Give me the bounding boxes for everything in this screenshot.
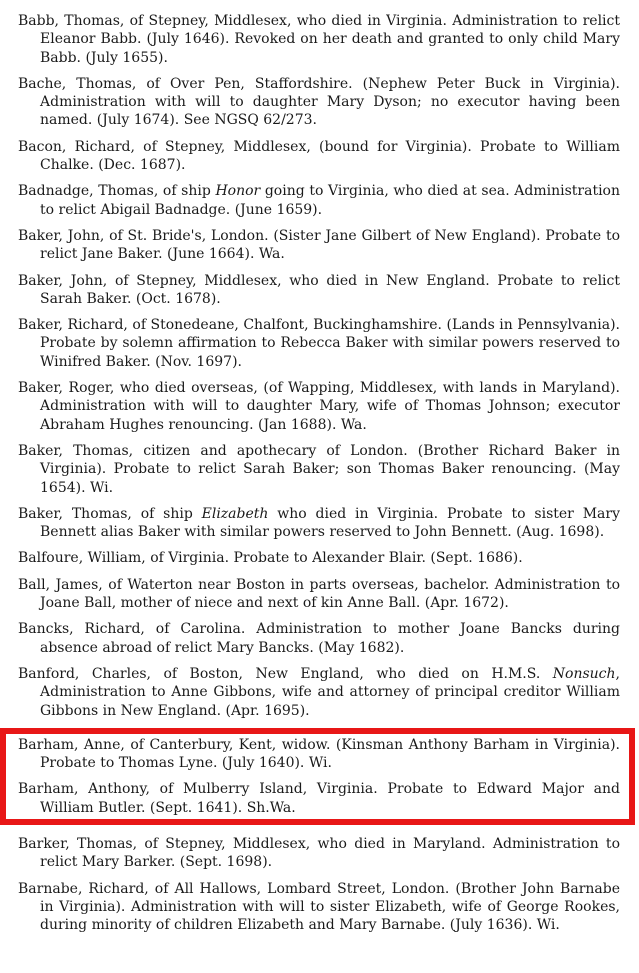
entry-barham-anne — [18, 736, 620, 773]
entry-barker-thomas — [18, 835, 620, 872]
entry-babb-thomas — [18, 12, 620, 67]
entry-baker-john-stepney — [18, 272, 620, 309]
entry-text: Ball, James, of Waterton near Boston in parts overseas, bachelor. Administration to Joane Ball, mother of niece and next of kin Anne Ball. (Apr. 1672). — [18, 576, 620, 612]
entry-baker-john-st-brides — [18, 227, 620, 264]
entry-text: Badnadge, Thomas, of ship — [18, 183, 216, 200]
entry-barnabe-richard — [18, 880, 620, 935]
ship-name-italic: Elizabeth — [201, 505, 269, 522]
entry-balfoure-william — [18, 549, 620, 567]
entry-bache-thomas — [18, 75, 620, 130]
entry-text: Baker, John, of St. Bride's, London. (Sister Jane Gilbert of New England). Probate to relict Jane Baker. (June 1664). Wa. — [18, 227, 620, 263]
entry-ball-james — [18, 576, 620, 613]
entry-text: Baker, Roger, who died overseas, (of Wapping, Middlesex, with lands in Maryland). Administration with will to daughter Mary, wife of Thomas Johnson; executor Abraham Hughes renouncing. (Jan 1688). Wa. — [18, 380, 620, 433]
entry-text: Barham, Anthony, of Mulberry Island, Virginia. Probate to Edward Major and William Butler. (Sept. 1641). Sh.Wa. — [18, 781, 620, 816]
entry-baker-thomas-apothecary — [18, 442, 620, 497]
entry-bancks-richard — [18, 620, 620, 657]
entry-text: Banford, Charles, of Boston, New England, who died on H.M.S. — [18, 665, 553, 682]
entry-baker-richard — [18, 316, 620, 371]
entry-text: , Administration to Anne Gibbons, wife and attorney of principal creditor William Gibbons in New England. (Apr. 1695). — [40, 665, 620, 719]
entry-bacon-richard — [18, 138, 620, 175]
entry-text: who died in Virginia. Probate to sister Mary Bennett alias Baker with similar powers reserved to John Bennett. (Aug. 1698). — [40, 505, 620, 541]
ship-name-italic: Honor — [215, 183, 261, 200]
entry-badnadge-thomas — [18, 182, 620, 219]
entry-text: Baker, Thomas, citizen and apothecary of London. (Brother Richard Baker in Virginia). Probate to relict Sarah Baker; son Thomas Baker renouncing. (May 1654). Wi. — [18, 442, 620, 496]
entry-text: Barker, Thomas, of Stepney, Middlesex, who died in Maryland. Administration to relict Mary Barker. (Sept. 1698). — [18, 835, 620, 871]
entry-baker-roger — [18, 379, 620, 434]
entry-banford-charles — [18, 665, 620, 720]
entry-text: going to Virginia, who died at sea. Administration to relict Abigail Badnadge. (June 1659). — [40, 183, 620, 218]
entry-text: Bancks, Richard, of Carolina. Administration to mother Joane Bancks during absence abroad of relict Mary Bancks. (May 1682). — [18, 621, 620, 656]
entry-text: Baker, Thomas, of ship — [18, 505, 202, 522]
entry-baker-thomas-ship — [18, 505, 620, 542]
entry-text: Barham, Anne, of Canterbury, Kent, widow. (Kinsman Anthony Barham in Virginia). Probate to Thomas Lyne. (July 1640). Wi. — [18, 736, 620, 772]
entry-text: Babb, Thomas, of Stepney, Middlesex, who died in Virginia. Administration to relict Eleanor Babb. (July 1646). Revoked on her death and granted to only child Mary Babb. (July 1655). — [18, 13, 620, 66]
entry-text: Baker, John, of Stepney, Middlesex, who died in New England. Probate to relict Sarah Baker. (Oct. 1678). — [18, 272, 620, 307]
entry-text: Baker, Richard, of Stonedeane, Chalfont, Buckinghamshire. (Lands in Pennsylvania). Probate by solemn affirmation to Rebecca Baker with similar powers reserved to Winifred Baker. (Nov. 1697). — [18, 317, 620, 370]
red-highlight-box — [0, 728, 635, 825]
ship-name-italic: Nonsuch — [552, 665, 616, 682]
entry-barham-anthony — [18, 780, 620, 817]
entry-text: Bacon, Richard, of Stepney, Middlesex, (bound for Virginia). Probate to William Chalke. (Dec. 1687). — [18, 138, 620, 174]
entry-text: Balfoure, William, of Virginia. Probate to Alexander Blair. (Sept. 1686). — [18, 550, 523, 567]
entries-list — [18, 12, 620, 934]
entry-text: Bache, Thomas, of Over Pen, Staffordshire. (Nephew Peter Buck in Virginia). Administration with will to daughter Mary Dyson; no executor having been named. (July 1674). See NGSQ 62/273. — [18, 75, 620, 129]
entry-text: Barnabe, Richard, of All Hallows, Lombard Street, London. (Brother John Barnabe in Virginia). Administration with will to sister Elizabeth, wife of George Rookes, during minority of children Elizabeth and Mary Barnabe. (July 1636). Wi. — [18, 880, 620, 934]
